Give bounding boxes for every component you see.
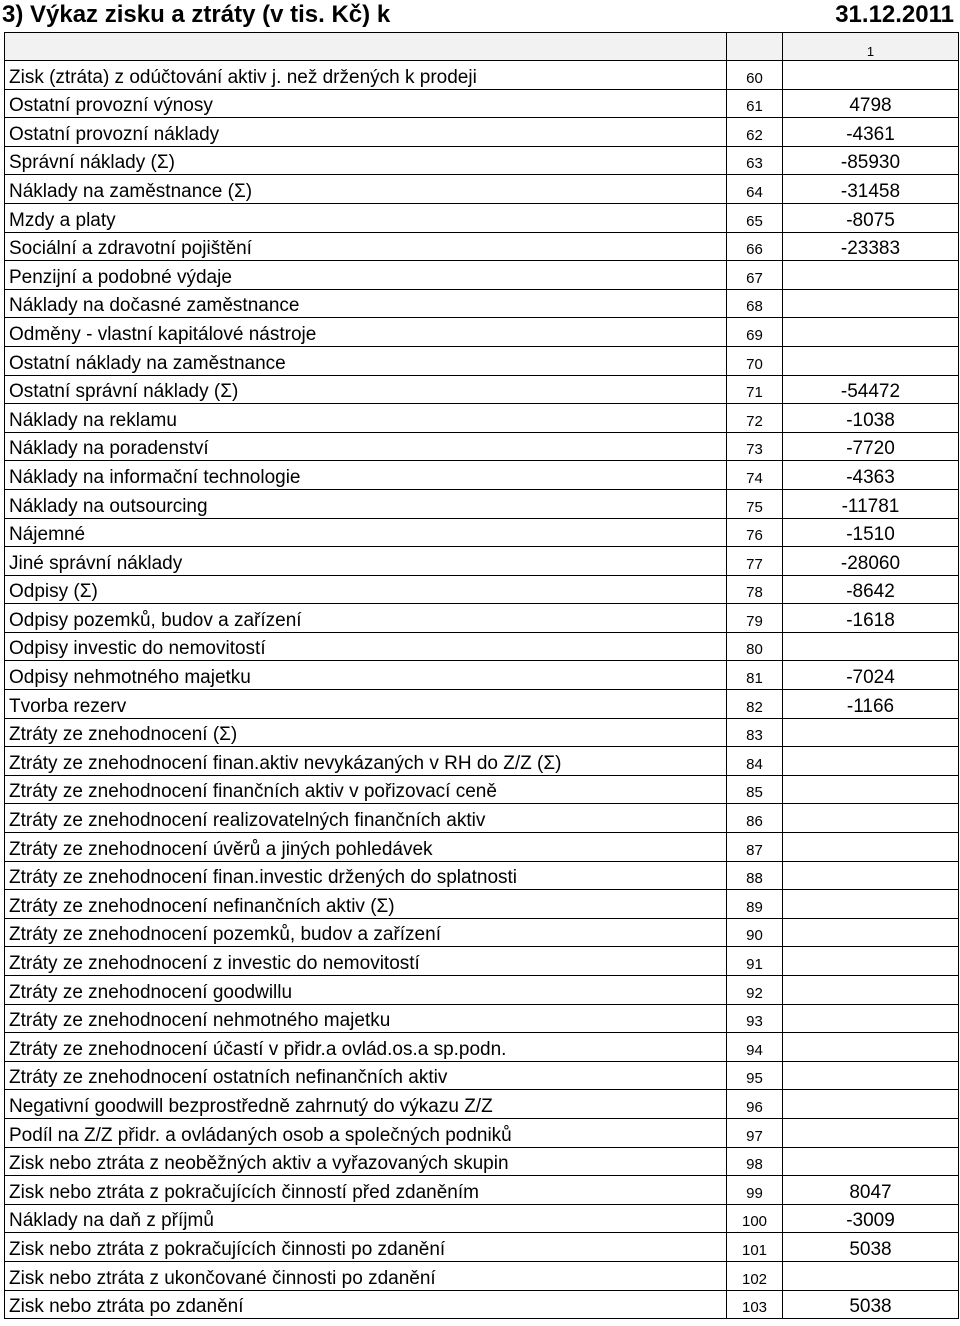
row-number: 79: [727, 604, 783, 633]
row-value: [783, 861, 959, 890]
row-number: 77: [727, 547, 783, 576]
row-value: [783, 747, 959, 776]
row-label: Náklady na outsourcing: [5, 489, 727, 518]
row-label: Negativní goodwill bezprostředně zahrnutý do výkazu Z/Z: [5, 1090, 727, 1119]
row-label: Ostatní provozní výnosy: [5, 89, 727, 118]
table-row: [5, 261, 959, 290]
table-row: [5, 1004, 959, 1033]
row-number: 101: [727, 1233, 783, 1262]
row-label: Odpisy (Σ): [5, 575, 727, 604]
row-value: [783, 1261, 959, 1290]
row-label: Zisk nebo ztráta z pokračujících činností před zdaněním: [5, 1176, 727, 1205]
row-label: Ztráty ze znehodnocení pozemků, budov a zařízení: [5, 918, 727, 947]
table-row: [5, 804, 959, 833]
row-number: 66: [727, 232, 783, 261]
row-value: -85930: [783, 146, 959, 175]
row-label: Ztráty ze znehodnocení nehmotného majetku: [5, 1004, 727, 1033]
row-number: 84: [727, 747, 783, 776]
row-number: 103: [727, 1290, 783, 1319]
table-row: [5, 976, 959, 1005]
row-number: 86: [727, 804, 783, 833]
table-row: [5, 518, 959, 547]
row-number: 91: [727, 947, 783, 976]
table-row: [5, 318, 959, 347]
report-header: [0, 0, 960, 34]
row-number: 88: [727, 861, 783, 890]
row-value: [783, 261, 959, 290]
row-label: Penzijní a podobné výdaje: [5, 261, 727, 290]
table-row: [5, 890, 959, 919]
row-label: Odpisy investic do nemovitostí: [5, 632, 727, 661]
row-number: 60: [727, 61, 783, 90]
row-number: 63: [727, 146, 783, 175]
table-row: [5, 918, 959, 947]
table-row: [5, 1261, 959, 1290]
table-row: [5, 604, 959, 633]
table-row: [5, 690, 959, 719]
row-value: -1618: [783, 604, 959, 633]
table-row: [5, 947, 959, 976]
row-number: 97: [727, 1118, 783, 1147]
table-row: [5, 1176, 959, 1205]
row-label: Ztráty ze znehodnocení finan.investic držených do splatnosti: [5, 861, 727, 890]
table-row: [5, 289, 959, 318]
row-label: Mzdy a platy: [5, 203, 727, 232]
row-value: [783, 1033, 959, 1062]
row-label: Odměny - vlastní kapitálové nástroje: [5, 318, 727, 347]
table-row: [5, 1233, 959, 1262]
row-value: [783, 804, 959, 833]
row-value: -31458: [783, 175, 959, 204]
table-row: [5, 575, 959, 604]
table-row: [5, 232, 959, 261]
row-label: Ztráty ze znehodnocení finan.aktiv nevykázaných v RH do Z/Z (Σ): [5, 747, 727, 776]
row-label: Ztráty ze znehodnocení realizovatelných finančních aktiv: [5, 804, 727, 833]
table-row: [5, 1204, 959, 1233]
row-value: -1166: [783, 690, 959, 719]
report-title: 3) Výkaz zisku a ztráty (v tis. Kč) k: [2, 1, 391, 28]
row-value: 5038: [783, 1290, 959, 1319]
row-value: [783, 775, 959, 804]
row-number: 61: [727, 89, 783, 118]
header-num-cell: [727, 33, 783, 61]
row-value: [783, 1061, 959, 1090]
table-row: [5, 775, 959, 804]
row-value: -3009: [783, 1204, 959, 1233]
row-label: Náklady na zaměstnance (Σ): [5, 175, 727, 204]
row-number: 94: [727, 1033, 783, 1062]
row-value: -54472: [783, 375, 959, 404]
table-row: [5, 175, 959, 204]
table-row: [5, 61, 959, 90]
table-row: [5, 432, 959, 461]
row-label: Sociální a zdravotní pojištění: [5, 232, 727, 261]
row-label: Ztráty ze znehodnocení finančních aktiv v pořizovací ceně: [5, 775, 727, 804]
row-value: -28060: [783, 547, 959, 576]
row-number: 85: [727, 775, 783, 804]
row-number: 68: [727, 289, 783, 318]
table-row: [5, 632, 959, 661]
row-value: [783, 318, 959, 347]
row-number: 93: [727, 1004, 783, 1033]
table-row: [5, 1090, 959, 1119]
row-number: 76: [727, 518, 783, 547]
table-row: [5, 547, 959, 576]
row-label: Ostatní provozní náklady: [5, 118, 727, 147]
row-number: 69: [727, 318, 783, 347]
row-label: Ztráty ze znehodnocení účastí v přidr.a ovlád.os.a sp.podn.: [5, 1033, 727, 1062]
row-value: -7720: [783, 432, 959, 461]
row-value: [783, 1147, 959, 1176]
column-index: 1: [783, 33, 959, 61]
table-row: [5, 747, 959, 776]
table-row: [5, 1290, 959, 1319]
row-value: [783, 833, 959, 862]
table-row: [5, 1061, 959, 1090]
row-number: 90: [727, 918, 783, 947]
row-label: Zisk nebo ztráta z neoběžných aktiv a vyřazovaných skupin: [5, 1147, 727, 1176]
row-label: Náklady na reklamu: [5, 404, 727, 433]
row-label: Správní náklady (Σ): [5, 146, 727, 175]
row-label: Ztráty ze znehodnocení (Σ): [5, 718, 727, 747]
income-statement-table: [4, 32, 959, 1319]
table-row: [5, 1033, 959, 1062]
row-label: Ztráty ze znehodnocení ostatních nefinančních aktiv: [5, 1061, 727, 1090]
row-value: -8075: [783, 203, 959, 232]
header-label-cell: [5, 33, 727, 61]
row-label: Náklady na dočasné zaměstnance: [5, 289, 727, 318]
row-label: Zisk nebo ztráta z pokračujících činnosti po zdanění: [5, 1233, 727, 1262]
row-label: Ztráty ze znehodnocení úvěrů a jiných pohledávek: [5, 833, 727, 862]
table-row: [5, 146, 959, 175]
row-value: -7024: [783, 661, 959, 690]
row-number: 87: [727, 833, 783, 862]
row-number: 80: [727, 632, 783, 661]
row-label: Náklady na informační technologie: [5, 461, 727, 490]
row-number: 102: [727, 1261, 783, 1290]
table-row: [5, 89, 959, 118]
table-row: [5, 489, 959, 518]
row-value: [783, 718, 959, 747]
row-label: Ostatní náklady na zaměstnance: [5, 346, 727, 375]
row-label: Nájemné: [5, 518, 727, 547]
row-label: Ztráty ze znehodnocení goodwillu: [5, 976, 727, 1005]
table-row: [5, 661, 959, 690]
row-value: -1510: [783, 518, 959, 547]
row-label: Zisk nebo ztráta z ukončované činnosti po zdanění: [5, 1261, 727, 1290]
table-header-row: [5, 33, 959, 61]
row-label: Tvorba rezerv: [5, 690, 727, 719]
row-value: [783, 632, 959, 661]
row-value: -23383: [783, 232, 959, 261]
row-value: 4798: [783, 89, 959, 118]
row-value: 8047: [783, 1176, 959, 1205]
table-row: [5, 346, 959, 375]
row-value: -8642: [783, 575, 959, 604]
row-number: 98: [727, 1147, 783, 1176]
table-row: [5, 203, 959, 232]
row-number: 74: [727, 461, 783, 490]
table-row: [5, 404, 959, 433]
row-number: 99: [727, 1176, 783, 1205]
row-number: 70: [727, 346, 783, 375]
row-value: [783, 947, 959, 976]
row-label: Ostatní správní náklady (Σ): [5, 375, 727, 404]
row-number: 75: [727, 489, 783, 518]
row-label: Odpisy pozemků, budov a zařízení: [5, 604, 727, 633]
table-row: [5, 833, 959, 862]
row-value: [783, 890, 959, 919]
row-label: Ztráty ze znehodnocení nefinančních aktiv (Σ): [5, 890, 727, 919]
row-number: 78: [727, 575, 783, 604]
row-value: [783, 1118, 959, 1147]
row-value: [783, 976, 959, 1005]
row-value: [783, 61, 959, 90]
row-number: 81: [727, 661, 783, 690]
row-value: [783, 1090, 959, 1119]
report-date: 31.12.2011: [835, 1, 954, 28]
row-value: 5038: [783, 1233, 959, 1262]
row-label: Náklady na poradenství: [5, 432, 727, 461]
row-label: Zisk (ztráta) z odúčtování aktiv j. než držených k prodeji: [5, 61, 727, 90]
row-value: -4363: [783, 461, 959, 490]
row-label: Ztráty ze znehodnocení z investic do nemovitostí: [5, 947, 727, 976]
table-row: [5, 375, 959, 404]
row-number: 73: [727, 432, 783, 461]
row-value: [783, 1004, 959, 1033]
row-number: 62: [727, 118, 783, 147]
table-row: [5, 718, 959, 747]
row-value: -1038: [783, 404, 959, 433]
row-number: 83: [727, 718, 783, 747]
table-row: [5, 461, 959, 490]
table-row: [5, 861, 959, 890]
row-value: -11781: [783, 489, 959, 518]
row-number: 92: [727, 976, 783, 1005]
table-row: [5, 1118, 959, 1147]
table-row: [5, 1147, 959, 1176]
row-label: Podíl na Z/Z přidr. a ovládaných osob a společných podniků: [5, 1118, 727, 1147]
row-label: Odpisy nehmotného majetku: [5, 661, 727, 690]
row-number: 96: [727, 1090, 783, 1119]
row-number: 71: [727, 375, 783, 404]
row-number: 67: [727, 261, 783, 290]
row-label: Náklady na daň z příjmů: [5, 1204, 727, 1233]
table-row: [5, 118, 959, 147]
row-number: 72: [727, 404, 783, 433]
row-number: 65: [727, 203, 783, 232]
row-number: 100: [727, 1204, 783, 1233]
row-number: 95: [727, 1061, 783, 1090]
row-value: [783, 918, 959, 947]
row-value: -4361: [783, 118, 959, 147]
row-label: Zisk nebo ztráta po zdanění: [5, 1290, 727, 1319]
row-number: 82: [727, 690, 783, 719]
row-number: 64: [727, 175, 783, 204]
row-number: 89: [727, 890, 783, 919]
row-label: Jiné správní náklady: [5, 547, 727, 576]
row-value: [783, 289, 959, 318]
row-value: [783, 346, 959, 375]
